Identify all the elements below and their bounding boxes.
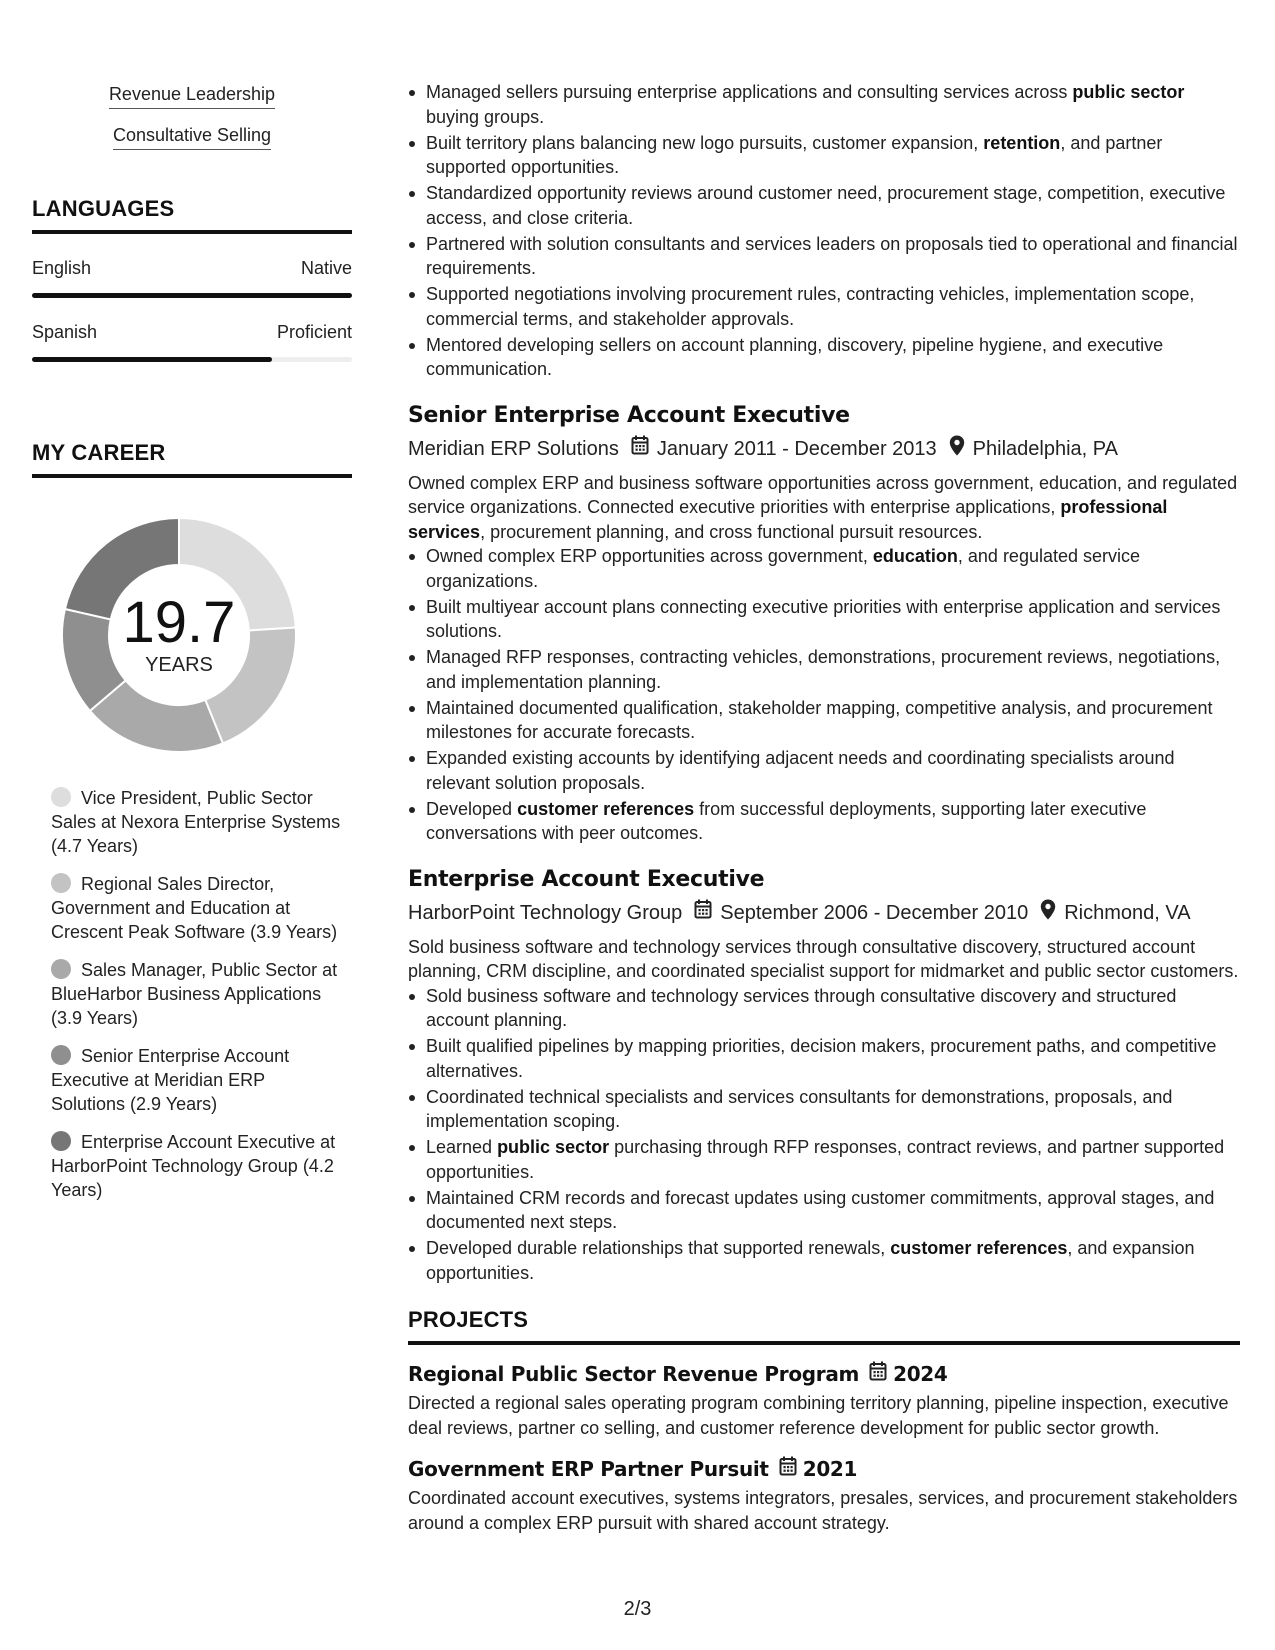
- experience-bullets: [408, 80, 1240, 382]
- legend-dot: [51, 1045, 71, 1065]
- language-proficiency-fill: [32, 357, 272, 362]
- bullet-item: Managed RFP responses, contracting vehicles, demonstrations, procurement reviews, negotiations, and implementation planning.: [426, 645, 1240, 694]
- languages-heading: LANGUAGES: [32, 196, 352, 234]
- job-description: Owned complex ERP and business software opportunities across government, education, and regulated service organizations. Connected executive priorities with enterprise applications, professional services, procurement planning, and cross functional pursuit resources.: [408, 472, 1238, 542]
- bullet-item: Built multiyear account plans connecting executive priorities with enterprise application and services solutions.: [426, 595, 1240, 644]
- career-legend-label: Senior Enterprise Account Executive at Meridian ERP Solutions (2.9 Years): [51, 1046, 290, 1114]
- bold-keyword: professional services: [408, 497, 1168, 542]
- job-meta: [408, 435, 1240, 463]
- bullet-item: Coordinated technical specialists and services consultants for demonstrations, proposals, and implementation scoping.: [426, 1085, 1240, 1134]
- bullet-item: Mentored developing sellers on account planning, discovery, pipeline hygiene, and executive communication.: [426, 333, 1240, 382]
- bold-keyword: customer references: [517, 798, 695, 819]
- language-level: Proficient: [276, 322, 352, 342]
- skills-list: [32, 84, 352, 150]
- career-legend-label: Vice President, Public Sector Sales at Nexora Enterprise Systems (4.7 Years): [51, 788, 341, 856]
- skill-item: Consultative Selling: [113, 125, 271, 150]
- career-legend-item: [51, 958, 341, 1030]
- job-entry: [408, 402, 1240, 846]
- bold-keyword: education: [872, 546, 958, 566]
- calendar-icon: [631, 435, 649, 462]
- bold-keyword: public sector: [1072, 82, 1185, 102]
- language-name: Spanish: [32, 322, 98, 342]
- job-company: Meridian ERP Solutions: [408, 437, 619, 460]
- bullet-item: Maintained documented qualification, stakeholder mapping, competitive analysis, and procurement milestones for accurate forecasts.: [426, 696, 1240, 745]
- right-column: [408, 80, 1240, 1535]
- bullet-item: Learned public sector purchasing through RFP responses, contract reviews, and partner supported opportunities.: [426, 1135, 1240, 1184]
- map-pin-icon: [949, 435, 965, 463]
- bullet-item: Managed sellers pursuing enterprise applications and consulting services across public sector buying groups.: [426, 80, 1240, 129]
- experience-list: [408, 402, 1240, 1286]
- map-pin-icon: [1040, 899, 1056, 927]
- career-heading: MY CAREER: [32, 440, 352, 478]
- job-bullets: [408, 544, 1240, 846]
- bullet-item: Maintained CRM records and forecast updates using customer commitments, approval stages, and documented next steps.: [426, 1186, 1240, 1235]
- bullet-item: Developed durable relationships that supported renewals, customer references, and expansion opportunities.: [426, 1236, 1240, 1285]
- job-location: Richmond, VA: [1064, 901, 1191, 924]
- career-legend-item: [51, 872, 341, 944]
- job-location: Philadelphia, PA: [972, 437, 1118, 460]
- bullet-item: Owned complex ERP opportunities across government, education, and regulated service organizations.: [426, 544, 1240, 593]
- legend-dot: [51, 787, 71, 807]
- job-entry: [408, 866, 1240, 1286]
- bullet-item: Sold business software and technology services through consultative discovery and structured account planning.: [426, 984, 1240, 1033]
- language-level: Native: [300, 258, 352, 278]
- bullet-item: Developed customer references from successful deployments, supporting later executive conversations with peer outcomes.: [426, 797, 1240, 846]
- bold-keyword: retention: [983, 132, 1061, 153]
- career-legend-item: [51, 1044, 341, 1116]
- projects-heading: PROJECTS: [408, 1307, 1240, 1345]
- bold-keyword: public sector: [497, 1137, 610, 1157]
- bullet-item: Built qualified pipelines by mapping priorities, decision makers, procurement paths, and competitive alternatives.: [426, 1034, 1240, 1083]
- projects-list: [408, 1361, 1240, 1535]
- project-description: Directed a regional sales operating program combining territory planning, pipeline inspection, executive deal reviews, partner co selling, and customer reference development for public sector growth.: [408, 1393, 1229, 1438]
- language-english: [32, 258, 352, 298]
- job-dates: September 2006 - December 2010: [720, 901, 1029, 924]
- career-legend-item: [51, 786, 341, 858]
- job-description: Sold business software and technology services through consultative discovery, structured account planning, CRM discipline, and coordinated specialist support for midmarket and public sector customers.: [408, 936, 1239, 981]
- calendar-icon: [694, 899, 712, 926]
- career-legend-label: Regional Sales Director, Government and Education at Crescent Peak Software (3.9 Years): [51, 874, 338, 942]
- calendar-icon: [779, 1456, 797, 1481]
- language-proficiency-bar: [32, 293, 352, 298]
- legend-dot: [51, 1131, 71, 1151]
- career-legend-label: Sales Manager, Public Sector at BlueHarbor Business Applications (3.9 Years): [51, 960, 338, 1028]
- left-column: [32, 84, 352, 1216]
- skill-item: Revenue Leadership: [109, 84, 275, 109]
- career-legend: [51, 786, 341, 1202]
- donut-center: [54, 590, 304, 677]
- bullet-item: Built territory plans balancing new logo pursuits, customer expansion, retention, and partner supported opportunities.: [426, 131, 1240, 180]
- bullet-item: Standardized opportunity reviews around customer need, procurement stage, competition, executive access, and close criteria.: [426, 181, 1240, 230]
- career-legend-item: [51, 1130, 341, 1202]
- page-number: 2/3: [623, 1598, 652, 1620]
- career-donut-chart: [54, 510, 304, 760]
- project-name: Regional Public Sector Revenue Program: [408, 1361, 860, 1386]
- bullet-item: Expanded existing accounts by identifying adjacent needs and coordinating specialists around relevant solution proposals.: [426, 746, 1240, 795]
- language-spanish: [32, 322, 352, 362]
- project-name: Government ERP Partner Pursuit: [408, 1456, 769, 1481]
- language-proficiency-fill: [32, 293, 352, 298]
- project-year: 2021: [802, 1456, 858, 1481]
- language-proficiency-bar: [32, 357, 352, 362]
- project-title: [408, 1456, 1240, 1481]
- project-title: [408, 1361, 1240, 1386]
- bold-keyword: customer references: [890, 1238, 1068, 1258]
- projects-section: [408, 1307, 1240, 1535]
- job-title: Senior Enterprise Account Executive: [408, 402, 850, 428]
- job-title: Enterprise Account Executive: [408, 866, 765, 892]
- calendar-icon: [869, 1361, 887, 1386]
- job-company: HarborPoint Technology Group: [408, 901, 683, 924]
- job-dates: January 2011 - December 2013: [656, 437, 937, 460]
- career-legend-label: Enterprise Account Executive at HarborPoint Technology Group (4.2 Years): [51, 1132, 336, 1200]
- language-name: English: [32, 258, 92, 278]
- job-bullets: [408, 984, 1240, 1286]
- project-description: Coordinated account executives, systems integrators, presales, services, and procurement stakeholders around a complex ERP pursuit with shared account strategy.: [408, 1488, 1238, 1533]
- bullet-item: Supported negotiations involving procurement rules, contracting vehicles, implementation scope, commercial terms, and stakeholder approvals.: [426, 282, 1240, 331]
- project-year: 2024: [893, 1361, 948, 1386]
- bullet-item: Partnered with solution consultants and services leaders on proposals tied to operational and financial requirements.: [426, 232, 1240, 281]
- career-total-years: 19.7: [122, 590, 236, 655]
- legend-dot: [51, 959, 71, 979]
- job-meta: [408, 899, 1240, 927]
- legend-dot: [51, 873, 71, 893]
- career-total-unit: YEARS: [145, 654, 213, 676]
